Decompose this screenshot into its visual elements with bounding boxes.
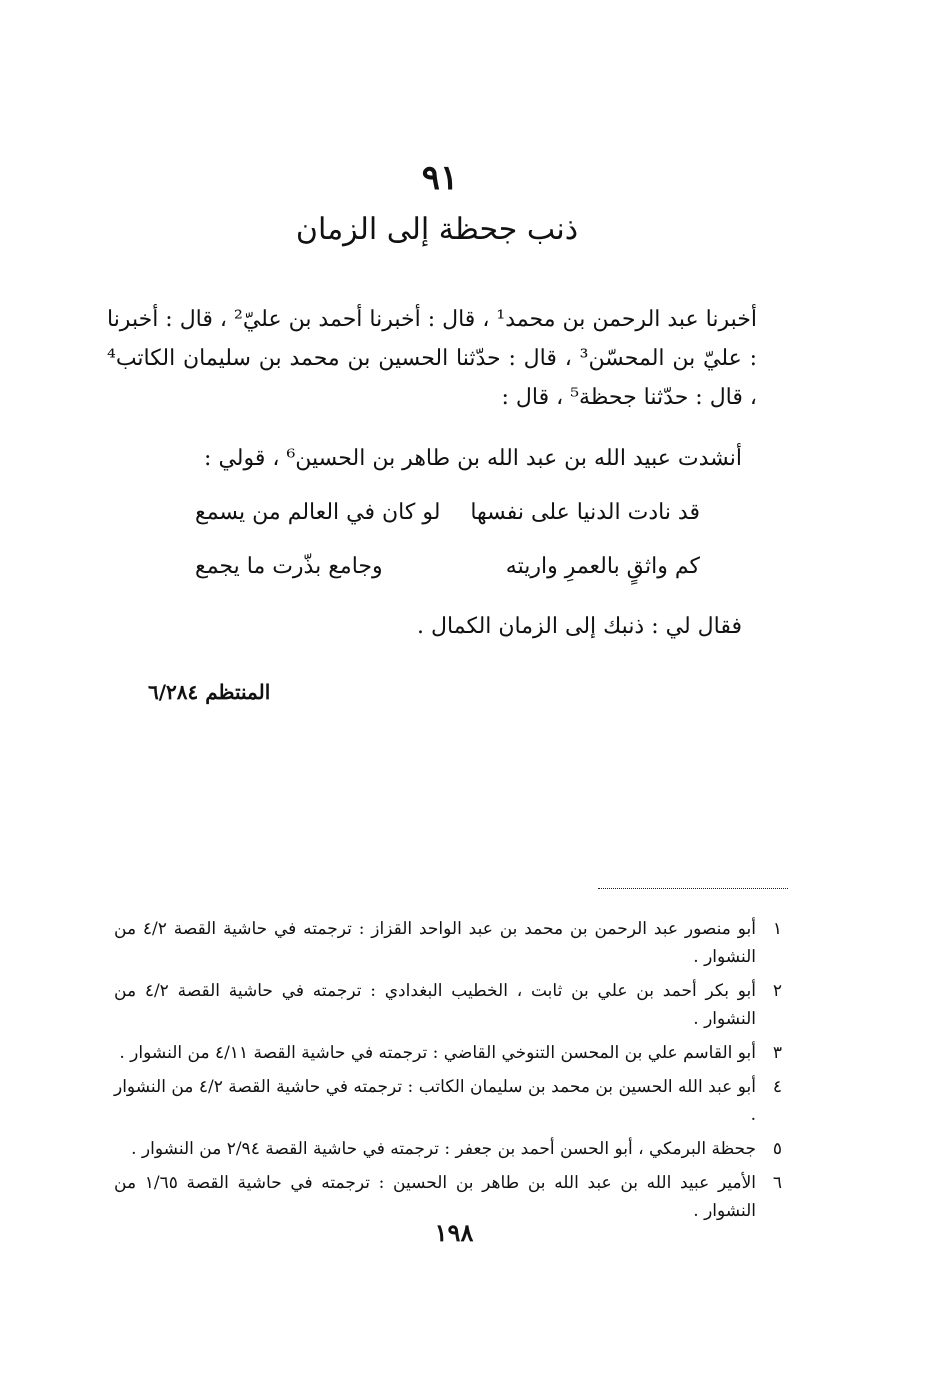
story-title: ذنب جحظة إلى الزمان <box>295 212 579 247</box>
footnote-number: ١ <box>772 919 782 939</box>
poem-intro-line: أنشدت عبيد الله بن عبد الله بن طاهر بن الحسين⁶ ، قولي : <box>204 446 742 471</box>
footnote-number: ٣ <box>772 1043 782 1063</box>
footnote-text: أبو منصور عبد الرحمن بن محمد بن عبد الواحد القزاز : ترجمته في حاشية القصة ٤/٢ من النشوار . <box>114 919 756 967</box>
footnote-number: ٦ <box>772 1173 782 1193</box>
footnote-text: أبو عبد الله الحسين بن محمد بن سليمان الكاتب : ترجمته في حاشية القصة ٤/٢ من النشوار . <box>114 1077 756 1125</box>
verse-line <box>195 554 700 579</box>
footnote-item <box>114 915 782 971</box>
verse-first-hemistich: كم واثقٍ بالعمرِ واريته <box>505 554 700 579</box>
page-number: ١٩٨ <box>434 1218 474 1247</box>
footnote-item <box>114 1135 782 1163</box>
footnote-number: ٤ <box>772 1077 782 1097</box>
footnote-item <box>114 1169 782 1225</box>
footnote-text: أبو القاسم علي بن المحسن التنوخي القاضي : ترجمته في حاشية القصة ٤/١١ من النشوار . <box>119 1043 756 1063</box>
footnote-text: جحظة البرمكي ، أبو الحسن أحمد بن جعفر : ترجمته في حاشية القصة ٢/٩٤ من النشوار . <box>131 1139 756 1159</box>
story-number: ٩١ <box>421 158 459 198</box>
source-reference: المنتظم ٦/٢٨٤ <box>148 680 271 704</box>
isnad-text: أخبرنا عبد الرحمن بن محمد¹ ، قال : أخبرنا أحمد بن عليّ² ، قال : أخبرنا : عليّ بن المحسّن³ ، قال : حدّثنا الحسين بن محمد بن سليمان الكاتب⁴ ، قال : حدّثنا جحظة⁵ ، قال : <box>106 307 758 410</box>
footnote-text: أبو بكر أحمد بن علي بن ثابت ، الخطيب البغدادي : ترجمته في حاشية القصة ٤/٢ من النشوار . <box>114 981 756 1029</box>
footnote-separator <box>598 888 788 889</box>
footnote-number: ٢ <box>772 981 782 1001</box>
footnotes-section <box>114 915 782 1231</box>
footnote-text: الأمير عبيد الله بن عبد الله بن طاهر بن الحسين : ترجمته في حاشية القصة ١/٦٥ من النشوار . <box>114 1173 757 1221</box>
footnote-number: ٥ <box>772 1139 782 1159</box>
footnote-item <box>114 1073 782 1129</box>
verse-second-hemistich: وجامع بذّرت ما يجمع <box>195 554 383 579</box>
verse-second-hemistich: لو كان في العالم من يسمع <box>195 500 441 525</box>
narration-paragraph <box>107 300 757 417</box>
verse-line <box>195 500 700 525</box>
footnote-item <box>114 1039 782 1067</box>
reply-line: فقال لي : ذنبك إلى الزمان الكمال . <box>417 614 742 639</box>
footnote-item <box>114 977 782 1033</box>
verse-first-hemistich: قد نادت الدنيا على نفسها <box>470 500 700 525</box>
